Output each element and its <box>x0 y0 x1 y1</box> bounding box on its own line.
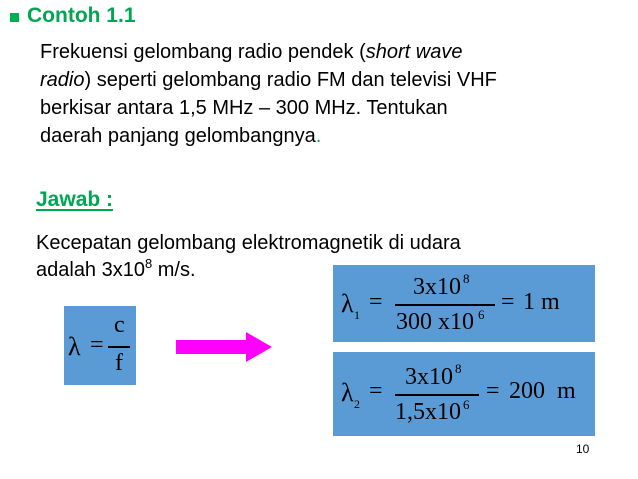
numerator-exponent: 8 <box>455 361 462 376</box>
fraction-bar <box>395 394 479 396</box>
numerator-base: 3x10 <box>405 364 453 390</box>
equals-sign: = <box>90 332 104 358</box>
lambda-symbol: λ <box>341 289 354 318</box>
lambda-symbol: λ <box>341 378 354 407</box>
square-bullet-icon <box>10 13 19 22</box>
slide-heading: Contoh 1.1 <box>27 4 136 27</box>
lambda-subscript: 2 <box>354 397 360 411</box>
formula-denominator: f <box>115 350 123 376</box>
calculation-2-box <box>333 352 595 436</box>
problem-line-2: radio) seperti gelombang radio FM dan televisi VHF <box>40 69 497 91</box>
lambda-symbol: λ <box>68 332 81 361</box>
fraction-bar <box>108 346 130 348</box>
formula-numerator: c <box>114 312 125 338</box>
calculation-1-box <box>333 265 595 342</box>
denominator-exponent: 6 <box>463 397 470 412</box>
denominator-base: 1,5x10 <box>395 399 461 425</box>
answer-line-1: Kecepatan gelombang elektromagnetik di udara <box>36 232 461 254</box>
result-value: 1 m <box>523 289 560 315</box>
numerator-exponent: 8 <box>463 271 470 286</box>
equals-sign-2: = <box>486 378 500 404</box>
equals-sign: = <box>369 378 383 404</box>
equals-sign: = <box>369 289 383 315</box>
equals-sign-2: = <box>501 289 515 315</box>
numerator-base: 3x10 <box>413 274 461 300</box>
answer-heading: Jawab : <box>36 188 114 211</box>
right-arrow-icon <box>176 332 272 362</box>
problem-line-1: Frekuensi gelombang radio pendek (short wave <box>40 41 463 63</box>
lambda-subscript: 1 <box>354 308 360 322</box>
problem-line-3: berkisar antara 1,5 MHz – 300 MHz. Tentukan <box>40 97 448 119</box>
answer-line-2: adalah $3x10^8$ m/s. <box>36 256 196 281</box>
wavelength-formula-box <box>64 306 136 385</box>
problem-line-4: daerah panjang gelombangnya. <box>40 125 322 147</box>
fraction-bar <box>395 304 495 306</box>
denominator-base: 300 x10 <box>396 309 474 335</box>
result-value: 200 m <box>509 378 576 404</box>
denominator-exponent: 6 <box>478 307 485 322</box>
problem-paragraph <box>40 38 630 150</box>
page-number: 10 <box>576 442 590 456</box>
